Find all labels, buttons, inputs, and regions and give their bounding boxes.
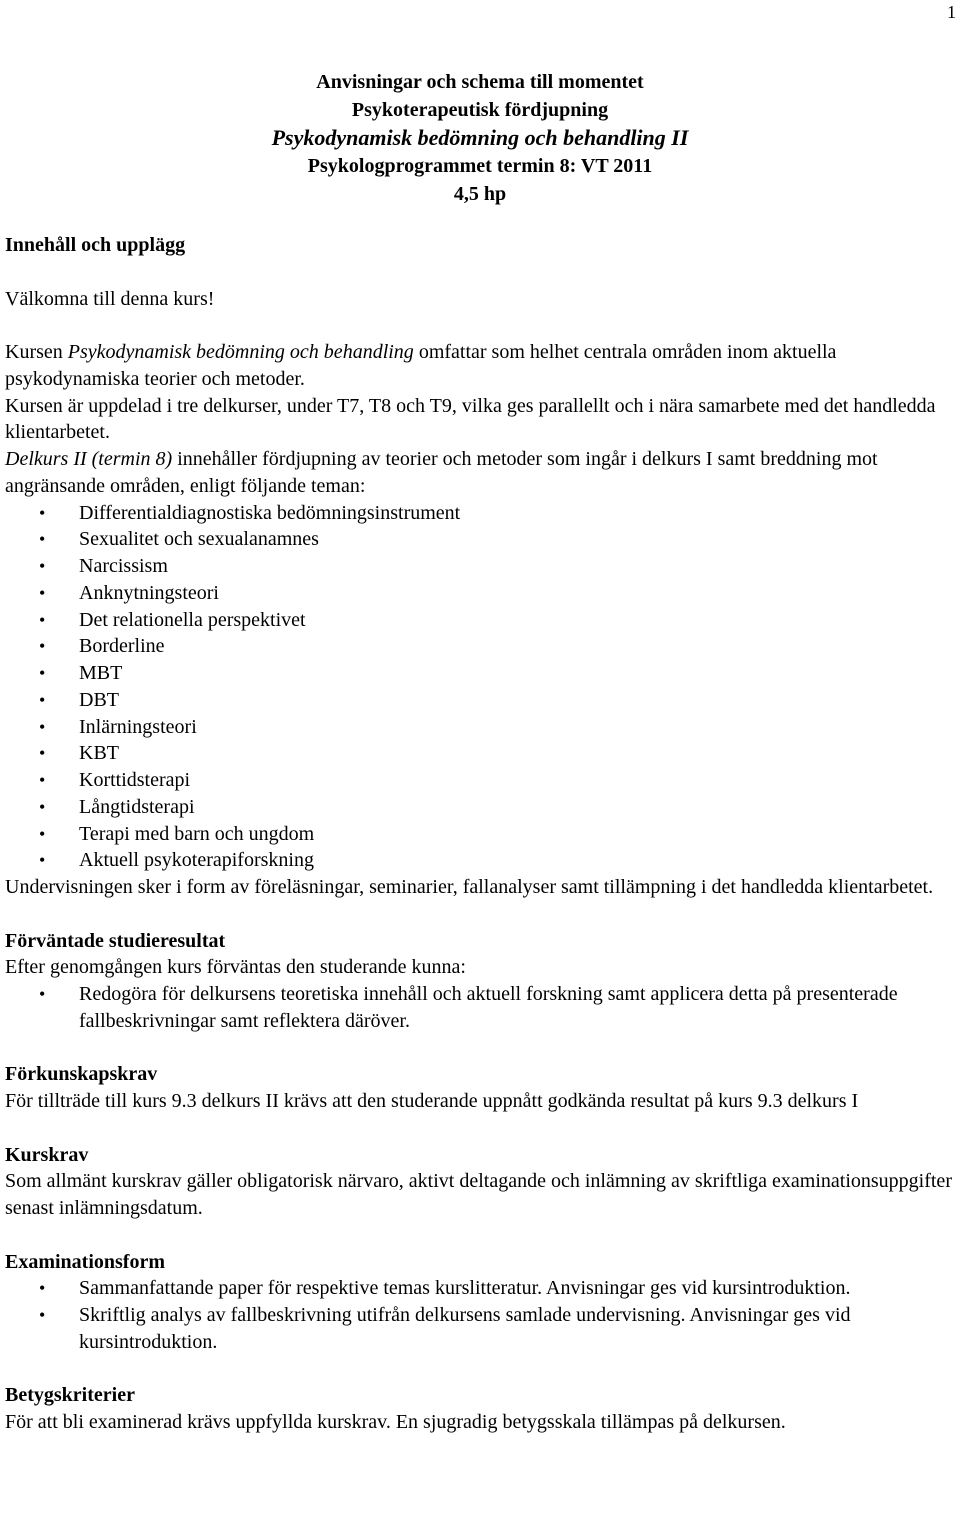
list-item [5,740,955,767]
results-lead: Efter genomgången kurs förväntas den studerande kunna: [5,956,466,979]
bullet-icon: • [39,636,46,657]
exam-list [5,1275,955,1355]
section-heading-prereq: Förkunskapskrav [5,1063,158,1086]
page-number: 1 [947,2,956,22]
list-item-text: Det relationella perspektivet [79,608,306,631]
title-line-5: 4,5 hp [453,183,507,205]
list-item-text: Korttidsterapi [79,769,191,791]
list-item [5,1302,955,1356]
grading-text: För att bli examinerad krävs uppfyllda kurskrav. En sjugradig betygsskala tillämpas på delkursen. [5,1411,786,1433]
list-item-text: MBT [79,662,123,684]
list-item-text: Aktuell psykoterapiforskning [79,849,314,872]
document-title [0,68,960,208]
section-heading-grading: Betygskriterier [5,1384,135,1407]
bullet-icon: • [39,1278,46,1299]
list-item-text: Borderline [79,635,165,658]
bullet-icon: • [39,850,46,871]
bullet-icon: • [39,502,46,523]
title-line-4: Psykologprogrammet termin 8: VT 2011 [307,155,653,177]
bullet-icon: • [39,796,46,817]
intro-p3-post: innehåller fördjupning av teorier och metoder som ingår i delkurs I samt breddning mot angränsande områden, enligt följande teman: [5,448,878,497]
list-item [5,526,955,553]
list-item-text: Långtidsterapi [79,795,195,818]
list-item-text: KBT [79,742,119,765]
bullet-icon: • [39,689,46,710]
list-item [5,981,955,1035]
list-item-text: Anknytningsteori [79,581,219,604]
teaching-paragraph: Undervisningen sker i form av föreläsningar, seminarier, fallanalyser samt tillämpning i det handledda klientarbetet. [5,876,934,898]
document-body [5,232,955,1436]
list-item-text: Skriftlig analys av fallbeskrivning utifrån delkursens samlade undervisning. Anvisningar ges vid kursintroduktion. [79,1304,851,1353]
list-item-text: Sammanfattande paper för respektive temas kurslitteratur. Anvisningar ges vid kursintroduktion. [79,1277,851,1300]
intro-paragraph-2: Kursen är uppdelad i tre delkurser, under T7, T8 och T9, vilka ges parallellt och i nära samarbete med det handledda klientarbetet. [5,394,936,444]
list-item [5,607,955,634]
list-item [5,687,955,714]
list-item-text: Sexualitet och sexualanamnes [79,528,319,551]
list-item [5,767,955,794]
list-item [5,500,955,527]
section-heading-requirements: Kurskrav [5,1143,89,1166]
bullet-icon: • [39,770,46,790]
list-item [5,1275,955,1302]
list-item [5,794,955,821]
prereq-text: För tillträde till kurs 9.3 delkurs II krävs att den studerande uppnått godkända resultat på kurs 9.3 delkurs I [5,1090,859,1112]
bullet-icon: • [39,1305,46,1325]
title-line-1: Anvisningar och schema till momentet [316,71,644,93]
list-item [5,633,955,660]
section-heading-exam: Examinationsform [5,1250,165,1273]
bullet-icon: • [39,743,46,764]
section-heading-content: Innehåll och upplägg [5,234,186,256]
list-item [5,847,955,874]
title-line-3: Psykodynamisk bedömning och behandling II [271,125,689,150]
delkurs-italic: Delkurs II (termin 8) [5,448,173,470]
bullet-icon: • [39,582,46,603]
list-item-text: Inlärningsteori [79,715,197,738]
bullet-icon: • [39,984,46,1004]
list-item-text: Terapi med barn och ungdom [79,822,315,845]
bullet-icon: • [39,609,46,630]
list-item [5,714,955,741]
section-heading-results: Förväntade studieresultat [5,929,226,952]
list-item-text: Redogöra för delkursens teoretiska innehåll och aktuell forskning samt applicera detta på presenterade fallbeskrivningar samt reflektera däröver. [79,983,898,1032]
bullet-icon: • [39,823,46,844]
intro-paragraph-1 [5,339,955,393]
list-item [5,553,955,580]
intro-paragraph-3 [5,446,955,500]
list-item-text: DBT [79,688,119,711]
list-item-text: Differentialdiagnostiska bedömningsinstrument [79,501,461,524]
theme-list [5,500,955,875]
title-line-2: Psykoterapeutisk fördjupning [351,99,609,121]
bullet-icon: • [39,529,46,550]
list-item-text: Narcissism [79,555,168,577]
list-item [5,660,955,687]
bullet-icon: • [39,556,46,576]
list-item [5,821,955,848]
intro-p1-pre: Kursen [5,341,68,363]
results-list [5,981,955,1035]
welcome-text: Välkomna till denna kurs! [5,287,215,310]
bullet-icon: • [39,663,46,683]
course-name-italic: Psykodynamisk bedömning och behandling [67,341,414,363]
intro-p1-post: omfattar som helhet centrala områden inom aktuella psykodynamiska teorier och metoder. [5,341,837,390]
bullet-icon: • [39,716,46,737]
list-item [5,580,955,607]
requirements-text: Som allmänt kurskrav gäller obligatorisk närvaro, aktivt deltagande och inlämning av skriftliga examinationsuppgifter senast inlämningsdatum. [5,1170,952,1219]
